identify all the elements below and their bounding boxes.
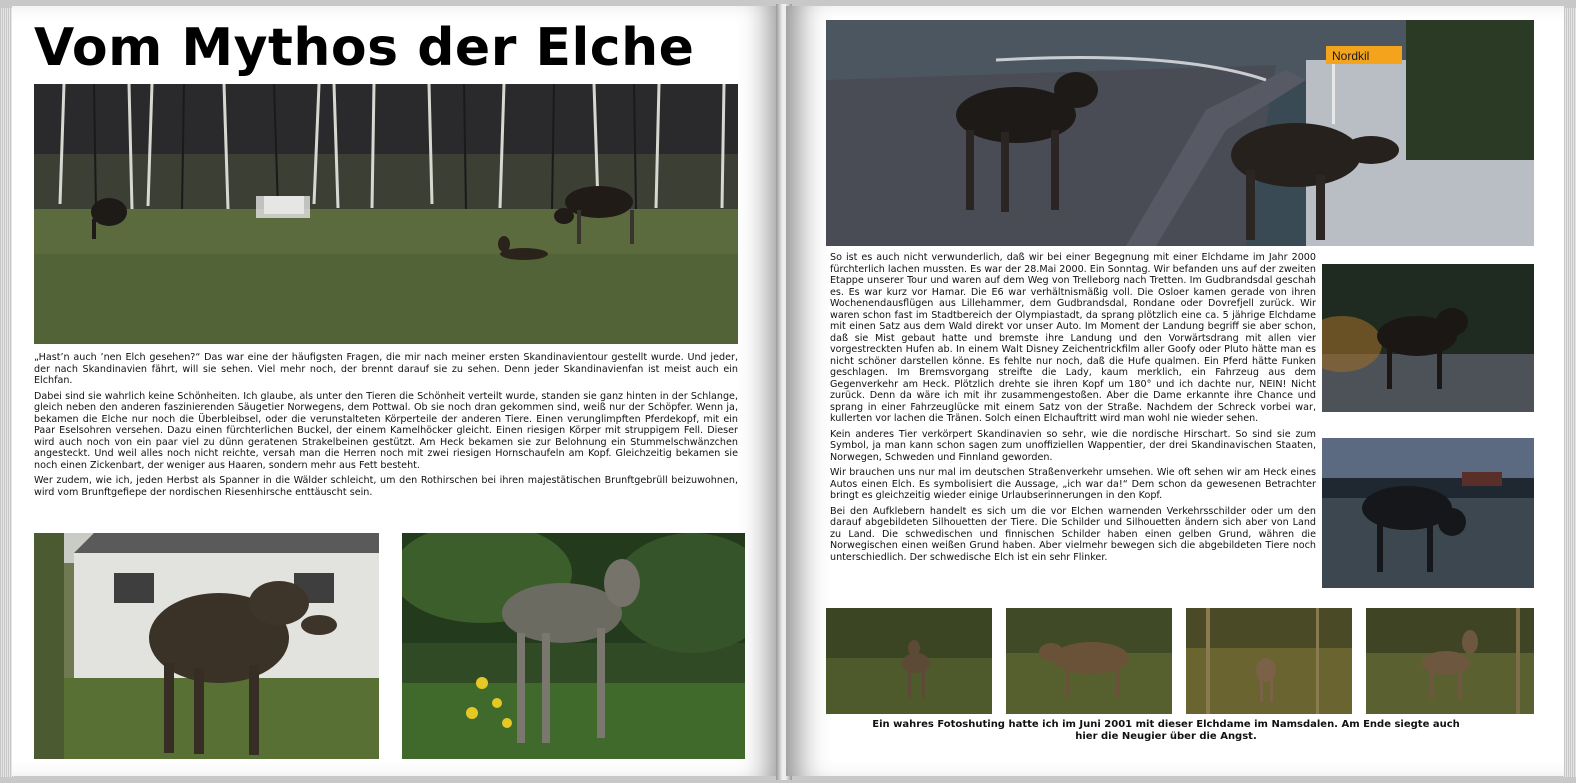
left-article-text (34, 352, 738, 502)
paragraph: Bei den Aufklebern handelt es sich um die vor Elchen warnenden Verkehrsschilder oder um den darauf abgebildeten Silhouetten der Tiere. Die Schilder und Silhouetten ändern sich aber von Land zu Land. Die schwedischen und finnischen Schilder haben einen gelben Grund, währen die Norwegischen einen weißen Grund haben. Aber vielmehr bewegen sich die abgebildeten Tiere noch unterschiedlich. Der schwedische Elch ist ein sehr Flinker. (830, 505, 1316, 563)
right-article-text (830, 252, 1316, 567)
photo-moose-series-2 (1006, 608, 1172, 714)
right-page (786, 6, 1564, 776)
left-page (12, 6, 782, 776)
photo-moose-by-house (34, 533, 379, 759)
paragraph: Wir brauchen uns nur mal im deutschen Straßenverkehr umsehen. Wie oft sehen wir am Heck eines Autos einen Elch. Es symbolisiert die Aussage, „ich war da!“ Dem schon da gewesenen Betrachter bringt es gleichzeitig wieder einige Urlaubserinnerungen in den Kopf. (830, 467, 1316, 501)
paragraph: So ist es auch nicht verwunderlich, daß wir bei einer Begegnung mit einer Elchdame im Jahr 2000 fürchterlich lachen mussten. Es war der 28.Mai 2000. Ein Sonntag. Wir befanden uns auf der zweiten Etappe unserer Tour und waren auf dem Weg von Trelleborg nach Tretten. Im Gudbrandsdal geschah es. Es war kurz vor Hamar. Die E6 war verhältnismäßig voll. Die Osloer kamen gerade von ihren Wochenendausflügen aus Lillehammer, dem Gudbrandsdal, Rondane oder Dovrefjell zurück. Wir waren schon fast im Stadtbereich der Olympiastadt, da sprang plötzlich eine ca. 5 jährige Elchdame mit einen Satz aus dem Wald direkt vor unser Auto. Im Moment der Landung begriff sie aber schon, daß sie Mist gebaut hatte und bremste ihre Landung und den Vorwärtsdrang mit allen vier vorgestreckten Hufen ab. In einem Walt Disney Zeichentrickfilm aller Goofy oder Pluto hätte man es nicht schöner darstellen könne. Es fehlte nur noch, daß die Hufe qualmen. Ein Pferd hätte Funken geschlagen. Im Bremsvorgang streifte die Lady, kaum merklich, ein Fahrzeug aus dem Gegenverkehr am Heck. Plötzlich drehte sie ihren Kopf um 180° und ich dachte nur, NEIN! Nicht zurück. Denn da wäre ich mit ihr zusammengestoßen. Aber die Dame erkannte ihre Chance und sprang in einer Fahrzeuglücke mit einem Satz von der Straße. Nachdem der Schreck vorbei war, kullerten vor lachen die Tränen. Solch einen Elchauftritt wird man wohl nie wieder sehen. (830, 252, 1316, 424)
paragraph: Dabei sind sie wahrlich keine Schönheiten. Ich glaube, als unter den Tieren die Schönheit verteilt wurde, standen sie ganz hinten in der Schlange, gleich neben den anderen faszinierenden Säugetier Norwegens, dem Pottwal. Ob sie noch dran gekommen sind, weiß nur der Schöpfer. Wenn ja, bekamen die Elche nur noch die Überbleibsel, oder die verunstalteten Körperteile der anderen Tiere. Einen verunglimpften Pferdekopf, mit ein Paar Eselsohren versehen. Dazu einen fürchterlichen Buckel, der einem Kamelhöcker gleicht. Einen riesigen Körper mit struppigem Fell. Dieser wird auch noch von ein paar viel zu dünn geratenen Strakelbeinen gestützt. Am Heck bekamen sie zur Belohnung ein Stummelschwänzchen angesteckt. Und weil alles noch nicht reichte, versah man die Herren noch mit zwei riesigen Hornschaufeln am Kopf. Gleichzeitig bekamen sie noch einen Zickenbart, der weniger aus Haaren, sondern mehr aus Fett besteht. (34, 390, 738, 471)
photo-moose-crossing-road (826, 20, 1534, 246)
photo-series-caption: Ein wahres Fotoshuting hatte ich im Juni 2001 mit dieser Elchdame im Namsdalen. Am Ende siegte auch hier die Neugier über die Angst. (872, 719, 1460, 742)
page-title: Vom Mythos der Elche (34, 18, 695, 78)
paragraph: Wer zudem, wie ich, jeden Herbst als Spanner in die Wälder schleicht, um den Rothirschen bei ihren majestätischen Brunftgebrüll beizuwohnen, wird vom Brunftgefiepe der nordischen Riesenhirsche enttäuscht sein. (34, 475, 738, 498)
photo-moose-at-dusk-headlights (1322, 264, 1534, 412)
photo-moose-at-night-road (1322, 438, 1534, 588)
photo-moose-meadow (34, 84, 738, 344)
photo-moose-in-forest (402, 533, 745, 759)
photo-moose-series-3 (1186, 608, 1352, 714)
road-sign-label: Nordkil (1332, 49, 1370, 63)
paragraph: Kein anderes Tier verkörpert Skandinavien so sehr, wie die nordische Hirschart. So sind sie zum Symbol, ja man kann schon sagen zum unoffiziellen Wappentier, der drei Skandinavischen Staaten, Norwegen, Schweden und Finnland geworden. (830, 428, 1316, 463)
photo-moose-series-4 (1366, 608, 1534, 714)
paragraph: „Hast’n auch ’nen Elch gesehen?“ Das war eine der häufigsten Fragen, die mir nach meiner ersten Skandinavientour gestellt wurde. Und jeder, der nach Skandinavien fährt, will sie sehen. Viel mehr noch, der brennt darauf sie zu sehen. Denn jeder Skandinavienfan ist meist auch ein Elchfan. (34, 352, 738, 386)
photo-moose-series-1 (826, 608, 992, 714)
page-edge-right (1562, 8, 1576, 777)
